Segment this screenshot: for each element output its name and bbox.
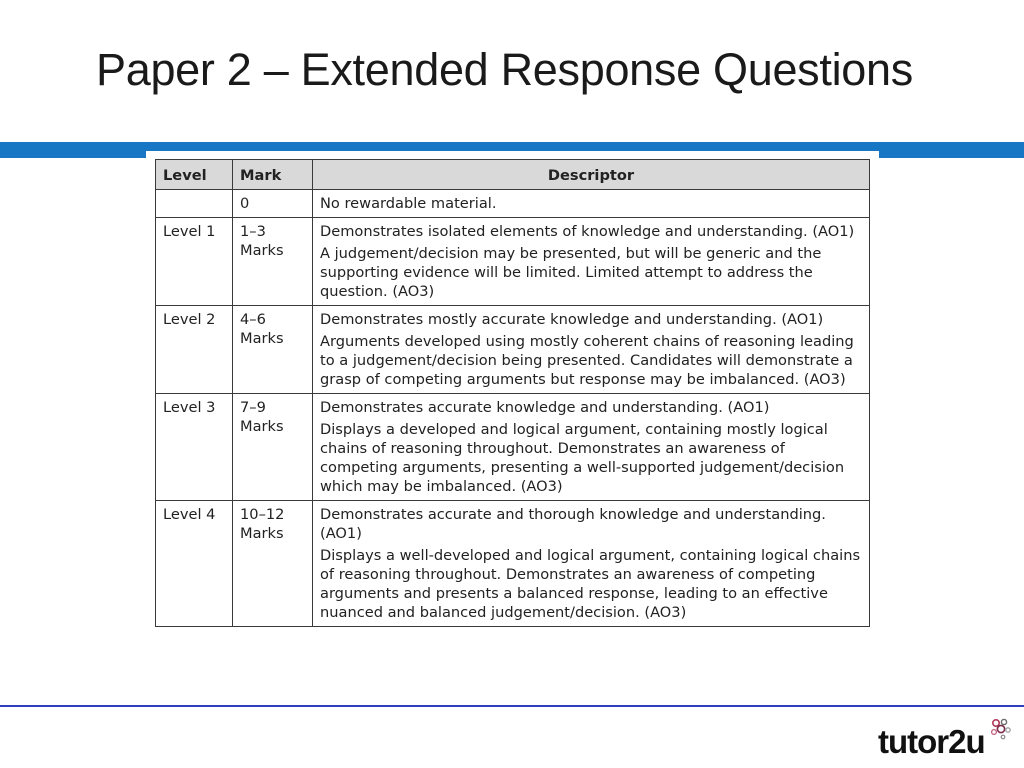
descriptor-paragraph: A judgement/decision may be presented, but will be generic and the supporting evidence will be limited. Limited attempt to address the question. (AO3) [320, 245, 822, 300]
cell-mark: 10–12 Marks [233, 501, 313, 627]
cell-descriptor [313, 394, 870, 501]
table-row [156, 394, 870, 501]
slide-title: Paper 2 – Extended Response Questions [96, 44, 913, 95]
header-descriptor: Descriptor [313, 160, 870, 190]
cell-level [156, 190, 233, 218]
table-header-row [156, 160, 870, 190]
tutor2u-logo [878, 717, 1018, 763]
mark-scheme-panel [146, 151, 879, 702]
descriptor-paragraph: Demonstrates mostly accurate knowledge and understanding. (AO1) [320, 311, 824, 328]
table-row [156, 306, 870, 394]
splat-logo-icon [988, 717, 1014, 741]
logo-text-tutor: tutor [878, 723, 949, 760]
descriptor-paragraph: Demonstrates isolated elements of knowledge and understanding. (AO1) [320, 223, 855, 240]
cell-level: Level 3 [156, 394, 233, 501]
cell-mark: 7–9 Marks [233, 394, 313, 501]
descriptor-paragraph: Arguments developed using mostly coherent chains of reasoning leading to a judgement/decision being presented. Candidates will demonstrate a grasp of competing arguments but response may be imbalanced. (AO3) [320, 333, 854, 388]
header-mark: Mark [233, 160, 313, 190]
cell-level: Level 4 [156, 501, 233, 627]
descriptor-paragraph: Displays a well-developed and logical argument, containing logical chains of reasoning throughout. Demonstrates an awareness of competing arguments and presents a balanced response, leading to an effective nuanced and balanced judgement/decision. (AO3) [320, 547, 861, 621]
descriptor-paragraph: Displays a developed and logical argument, containing mostly logical chains of reasoning throughout. Demonstrates an awareness of competing arguments, presenting a well-supported judgement/decision which may be imbalanced. (AO3) [320, 421, 845, 495]
cell-descriptor [313, 218, 870, 306]
table-body [156, 190, 870, 627]
cell-level: Level 2 [156, 306, 233, 394]
mark-scheme-table [155, 159, 870, 627]
cell-descriptor [313, 190, 870, 218]
descriptor-paragraph: No rewardable material. [320, 195, 497, 212]
cell-mark: 1–3 Marks [233, 218, 313, 306]
footer-divider-line [0, 705, 1024, 707]
header-level: Level [156, 160, 233, 190]
table-row [156, 218, 870, 306]
cell-descriptor [313, 306, 870, 394]
descriptor-paragraph: Demonstrates accurate knowledge and understanding. (AO1) [320, 399, 770, 416]
table-row [156, 190, 870, 218]
cell-mark: 4–6 Marks [233, 306, 313, 394]
descriptor-paragraph: Demonstrates accurate and thorough knowledge and understanding. (AO1) [320, 506, 826, 542]
cell-level: Level 1 [156, 218, 233, 306]
cell-mark: 0 [233, 190, 313, 218]
table-row [156, 501, 870, 627]
logo-text-2u: 2u [948, 723, 985, 760]
cell-descriptor [313, 501, 870, 627]
